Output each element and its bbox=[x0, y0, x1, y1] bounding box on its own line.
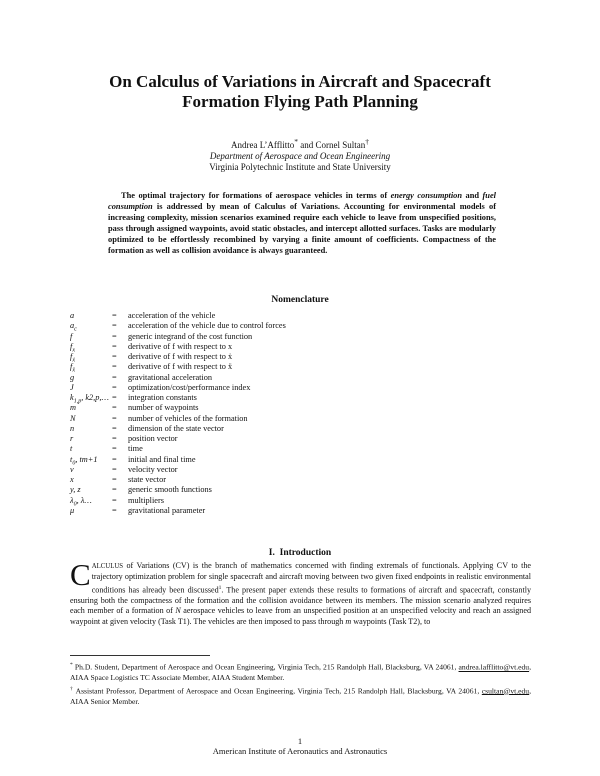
nomenclature-row bbox=[70, 342, 490, 352]
nomenclature-equals: = bbox=[112, 321, 117, 331]
nomenclature-symbol: t bbox=[70, 444, 73, 454]
nomenclature-symbol: x bbox=[70, 475, 74, 484]
nomenclature-row bbox=[70, 352, 490, 362]
nomenclature-equals: = bbox=[112, 485, 117, 495]
nomenclature-row bbox=[70, 362, 490, 372]
paper-title bbox=[0, 72, 600, 112]
nomenclature-equals: = bbox=[112, 495, 117, 505]
nomenclature-heading: Nomenclature bbox=[271, 295, 329, 305]
nomenclature-row bbox=[70, 414, 490, 424]
nomenclature-definition: optimization/cost/performance index bbox=[128, 382, 251, 392]
page-footer: American Institute of Aeronautics and Astronautics bbox=[212, 746, 388, 756]
intro-text-1: of Variations (CV) is the branch of mathematics concerned with finding extremals of functionals. Applying CV to the trajectory optimization problem for single spacecraft and aircraft moving between two given fixed endpoints in realistic environmental conditions has already been discussed bbox=[91, 561, 531, 595]
nomenclature-definition: multipliers bbox=[128, 495, 164, 505]
footnote-1-mark: * bbox=[70, 662, 73, 668]
nomenclature-equals: = bbox=[112, 505, 117, 515]
nomenclature-row bbox=[70, 311, 490, 321]
nomenclature-row bbox=[70, 434, 490, 444]
footnote-1-email-link[interactable]: andrea.lafflitto@vt.edu bbox=[458, 662, 530, 672]
nomenclature-definition: dimension of the state vector bbox=[128, 423, 224, 433]
author-1-mark: * bbox=[294, 137, 298, 146]
nomenclature-equals: = bbox=[112, 362, 117, 372]
nomenclature-row bbox=[70, 424, 490, 434]
nomenclature-symbol: $f_x$ bbox=[70, 341, 75, 354]
nomenclature-symbol: $f_ẋ$ bbox=[70, 352, 75, 364]
nomenclature-definition: position vector bbox=[128, 434, 178, 443]
nomenclature-symbol: $a_c$ bbox=[70, 321, 77, 333]
nomenclature-equals: = bbox=[112, 464, 117, 474]
footnote-2 bbox=[70, 684, 531, 708]
author-1: Andrea L’Afflitto bbox=[231, 140, 295, 150]
nomenclature-definition: gravitational acceleration bbox=[128, 372, 213, 382]
intro-text-4: waypoints (Task T2), to bbox=[351, 616, 431, 626]
institution: Virginia Polytechnic Institute and State University bbox=[209, 162, 391, 172]
nomenclature-symbol: v bbox=[70, 464, 74, 474]
intro-N: N bbox=[175, 606, 181, 616]
nomenclature-symbol: $t_0$, tm+1 bbox=[70, 454, 98, 467]
nomenclature-definition: acceleration of the vehicle bbox=[128, 311, 216, 320]
footnote-2-email-link[interactable]: csultan@vt.edu bbox=[481, 686, 530, 696]
footnote-2-text-b: , AIAA Senior Member. bbox=[70, 686, 531, 706]
nomenclature-row bbox=[70, 393, 490, 403]
nomenclature-symbol: y, z bbox=[70, 485, 81, 495]
authors-block bbox=[0, 136, 600, 173]
nomenclature-symbol: f bbox=[70, 331, 73, 341]
nomenclature-equals: = bbox=[112, 413, 117, 423]
author-names bbox=[0, 136, 600, 151]
nomenclature-definition: gravitational parameter bbox=[128, 505, 206, 515]
intro-smallcaps: ALCULUS bbox=[91, 563, 124, 570]
title-line-2: Formation Flying Path Planning bbox=[182, 92, 418, 111]
nomenclature-definition: derivative of f with respect to x bbox=[128, 341, 233, 351]
abstract-emphasis-2: fuel consumption bbox=[108, 191, 496, 212]
nomenclature-symbol: $\lambda_0$, λ… bbox=[70, 495, 92, 508]
footnotes bbox=[70, 660, 531, 707]
nomenclature-definition: number of waypoints bbox=[128, 403, 199, 413]
nomenclature-symbol: μ bbox=[70, 505, 75, 515]
nomenclature-definition: integration constants bbox=[128, 393, 197, 402]
nomenclature-row bbox=[70, 506, 490, 516]
author-2: Cornel Sultan bbox=[315, 140, 366, 150]
nomenclature-symbol: g bbox=[70, 372, 75, 382]
title-line-1: On Calculus of Variations in Aircraft and Spacecraft bbox=[109, 72, 491, 91]
nomenclature-symbol: a bbox=[70, 311, 75, 320]
nomenclature-definition: generic integrand of the cost function bbox=[128, 331, 253, 341]
nomenclature-definition: velocity vector bbox=[128, 464, 178, 474]
abstract-emphasis-1: energy consumption bbox=[390, 191, 463, 200]
nomenclature-row bbox=[70, 383, 490, 393]
footnote-rule bbox=[70, 655, 210, 656]
nomenclature-definition: time bbox=[128, 444, 143, 454]
nomenclature-equals: = bbox=[112, 341, 117, 351]
footnote-1-text-b: , AIAA Space Logistics TC Associate Member, AIAA Student Member. bbox=[70, 662, 531, 683]
footnote-2-mark: † bbox=[70, 685, 74, 692]
nomenclature-equals: = bbox=[112, 403, 117, 413]
nomenclature-definition: number of vehicles of the formation bbox=[128, 413, 248, 423]
nomenclature-definition: generic smooth functions bbox=[128, 485, 212, 495]
nomenclature-equals: = bbox=[112, 311, 117, 320]
nomenclature-definition: derivative of f with respect to ẋ bbox=[128, 352, 233, 361]
nomenclature-equals: = bbox=[112, 423, 117, 433]
nomenclature-row bbox=[70, 332, 490, 342]
nomenclature-symbol: N bbox=[70, 413, 76, 423]
nomenclature-symbol: r bbox=[70, 434, 74, 443]
author-2-mark: † bbox=[365, 137, 369, 146]
nomenclature-equals: = bbox=[112, 475, 117, 484]
intro-text-2: . The present paper extends these results to formations of aircraft and spacecraft, constantly ensuring both the compactness of the formation and the collision avoidance between its members. The mission scenario analyzed requires each member of a formation of bbox=[70, 585, 531, 616]
nomenclature-row bbox=[70, 403, 490, 413]
drop-cap: C bbox=[70, 557, 91, 592]
nomenclature-list bbox=[70, 311, 490, 516]
department: Department of Aerospace and Ocean Engineering bbox=[209, 151, 391, 161]
intro-m: m bbox=[345, 616, 352, 626]
nomenclature-symbol: n bbox=[70, 423, 75, 433]
introduction-text bbox=[70, 557, 531, 627]
nomenclature-definition: initial and final time bbox=[128, 454, 196, 464]
nomenclature-row bbox=[70, 496, 490, 506]
nomenclature-symbol: m bbox=[70, 403, 76, 413]
nomenclature-row bbox=[70, 455, 490, 465]
intro-text-3: aerospace vehicles to leave from an unspecified position at an unspecified velocity and reach an assigned waypoint at given velocity (Task T1). The vehicles are then imposed to pass through bbox=[70, 606, 531, 626]
introduction-heading: I. Introduction bbox=[268, 548, 332, 558]
nomenclature-row bbox=[70, 321, 490, 331]
abstract-part-2: and bbox=[462, 191, 483, 200]
abstract-part-3: is addressed by mean of Calculus of Variations. Accounting for environmental models of increasing complexity, mission scenarios examined require each vehicle to leave from unspecified positions, pass through assigned waypoints, avoid static obstacles, and intercept allotted surfaces. Tasks are modularly optimized to be effortlessly recombined by varying a finite amount of coefficients. Compactness of the formation as well as collision avoidance is always guaranteed. bbox=[108, 202, 496, 256]
nomenclature-definition: acceleration of the vehicle due to control forces bbox=[128, 321, 286, 331]
nomenclature-equals: = bbox=[112, 331, 117, 341]
nomenclature-row bbox=[70, 373, 490, 383]
nomenclature-equals: = bbox=[112, 372, 117, 382]
nomenclature-equals: = bbox=[112, 454, 117, 464]
nomenclature-equals: = bbox=[112, 352, 117, 361]
nomenclature-symbol: $f_ẍ$ bbox=[70, 362, 75, 374]
intro-ref-1: 1 bbox=[218, 584, 222, 591]
nomenclature-equals: = bbox=[112, 393, 117, 402]
nomenclature-row bbox=[70, 475, 490, 485]
author-and: and bbox=[298, 140, 316, 150]
nomenclature-definition: derivative of f with respect to ẍ bbox=[128, 362, 233, 372]
footnote-1-text-a: Ph.D. Student, Department of Aerospace and Ocean Engineering, Virginia Tech, 215 Randolph Hall, Blacksburg, VA 24061, bbox=[72, 662, 459, 672]
nomenclature-row bbox=[70, 444, 490, 454]
nomenclature-definition: state vector bbox=[128, 475, 167, 484]
nomenclature-symbol: J bbox=[70, 382, 74, 392]
abstract-part-1: The optimal trajectory for formations of aerospace vehicles in terms of bbox=[121, 191, 391, 200]
nomenclature-equals: = bbox=[112, 382, 117, 392]
page-number: 1 bbox=[297, 736, 303, 746]
nomenclature-symbol: $k_{1,p}$, k2,p,… bbox=[70, 393, 109, 405]
nomenclature-equals: = bbox=[112, 434, 117, 443]
nomenclature-row bbox=[70, 485, 490, 495]
abstract bbox=[108, 190, 496, 257]
nomenclature-equals: = bbox=[112, 444, 117, 454]
footnote-2-text-a: Assistant Professor, Department of Aerospace and Ocean Engineering, Virginia Tech, 215 Randolph Hall, Blacksburg, VA 24061, bbox=[73, 686, 482, 696]
nomenclature-row bbox=[70, 465, 490, 475]
footnote-1 bbox=[70, 660, 531, 684]
